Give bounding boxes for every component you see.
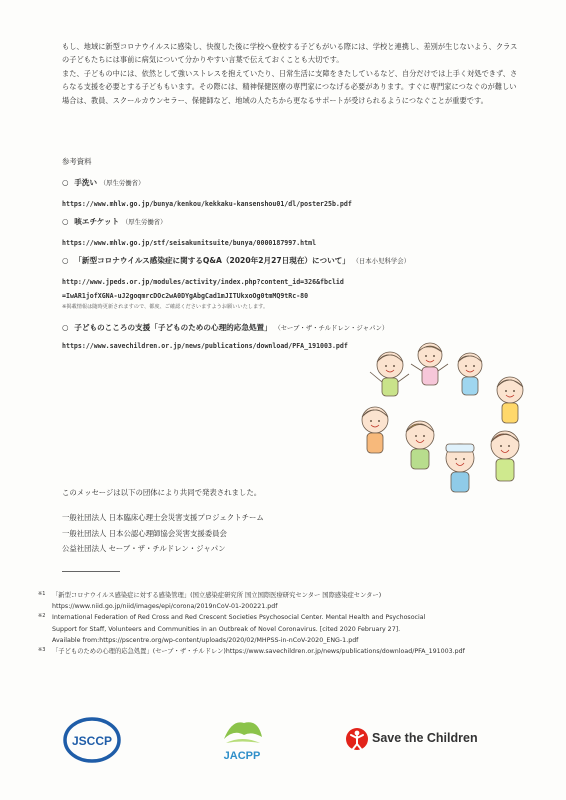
bullet-circle-icon: ○ (62, 256, 69, 265)
reference-link[interactable]: https://www.mhlw.go.jp/bunya/kenkou/kekkaku-kansenshou01/dl/poster25b.pdf (62, 200, 352, 208)
reference-source: （厚生労働省） (99, 179, 145, 187)
reference-title: 手洗い (74, 178, 98, 187)
footnote (38, 590, 553, 612)
footnote-link[interactable]: Available from:https://pscentre.org/wp-content/uploads/2020/02/MHPSS-in-nCoV-2020_ENG-1.pdf (52, 636, 359, 644)
reference-link-continued[interactable]: =IwAR1jofXGNA-uJ2goqmrcDOc2wA0DYgAbgCad1mJITUkxoOg0tmMQ9tRc-80 (62, 292, 309, 300)
reference-item (62, 177, 542, 211)
jacpp-logo (212, 713, 272, 768)
footnote-mark: ※2 (38, 613, 46, 620)
joint-statement: このメッセージは以下の団体により共同で発表されました。 (62, 488, 262, 497)
bullet-circle-icon: ○ (62, 323, 69, 332)
organization-name: 公益社団法人 セーブ・ザ・チルドレン・ジャパン (62, 544, 226, 553)
footnote-divider (62, 571, 120, 572)
save-the-children-logo-text: Save the Children (372, 731, 478, 745)
bullet-circle-icon: ○ (62, 178, 69, 187)
organization-list (62, 510, 264, 557)
references-heading: 参考資料 (62, 157, 92, 166)
footnote-mark: ※1 (38, 591, 46, 597)
reference-title: 子どものこころの支援「子どものための心理的応急処置」 (74, 323, 272, 332)
reference-item (62, 255, 542, 310)
jsccp-logo-text: JSCCP (71, 734, 113, 748)
reference-link[interactable]: http://www.jpeds.or.jp/modules/activity/index.php?content_id=326&fbclid (62, 278, 344, 286)
reference-source: （日本小児科学会） (352, 257, 411, 265)
footnote-text: 「子どものための心理的応急処置」(セーブ・ザ・チルドレン)https://www.savechildren.or.jp/news/publications/download/PFA_191003.pdf (52, 648, 465, 656)
footnote (38, 646, 553, 657)
reference-title: 咳エチケット (74, 217, 120, 226)
save-the-children-emblem-icon (345, 727, 369, 753)
organization-name: 一般社団法人 日本公認心理師協会災害支援委員会 (62, 528, 227, 538)
bullet-circle-icon: ○ (62, 217, 69, 226)
reference-source: （厚生労働省） (121, 218, 167, 226)
intro-paragraph-2: また、子どもの中には、依然として強いストレスを抱えていたり、日常生活に支障をきたしているなど、自分だけでは上手く対処できず、さらなる支援を必要とする子どももいます。その際には、精神保健医療の専門家につなげる必要があります。すぐに専門家につなぐのが難しい場合は、教員、スクールカウンセラー、保健師など、地域の人たちから更なるサポートが受けられるようにつなぐことが重要です。 (62, 69, 518, 105)
reference-link[interactable]: https://www.mhlw.go.jp/stf/seisakunitsuite/bunya/0000187997.html (62, 239, 317, 247)
jacpp-logo-text: JACPP (223, 750, 261, 762)
children-illustration (335, 340, 550, 505)
reference-item (62, 216, 542, 250)
reference-note: ※掲載情報は随時更新されますので、都度、ご確認くださいますようお願いいたします。 (62, 304, 269, 310)
footnote-link[interactable]: https://www.niid.go.jp/niid/images/epi/corona/2019nCoV-01-200221.pdf (52, 603, 278, 611)
jsccp-logo (62, 715, 122, 765)
reference-title: 「新型コロナウイルス感染症に関するQ&A（2020年2月27日現在）について」 (74, 256, 350, 265)
save-the-children-logo (345, 725, 495, 755)
footnotes (38, 590, 553, 657)
footnote-text: International Federation of Red Cross and Red Crescent Societies Psychosocial Center. Mental Health and Psychosocial (52, 614, 426, 622)
intro-paragraph-1: もし、地域に新型コロナウイルスに感染し、快復した後に学校へ登校する子どもがいる際には、学校と連携し、差別が生じないよう、クラスの子どもたちには事前に病気について分かりやすい言葉で伝えておくことも大切です。 (62, 42, 518, 65)
footnote-text: 「新型コロナウイルス感染症に対する感染管理」(国立感染症研究所 国立国際医療研究センター 国際感染症センター) (52, 592, 382, 599)
organization-name: 一般社団法人 日本臨床心理士会災害支援プロジェクトチーム (62, 513, 264, 522)
footnote-text: Support for Staff, Volunteers and Communities in an Outbreak of Novel Coronavirus. [cited 2020 February 27]. (52, 625, 401, 633)
footnote (38, 612, 553, 646)
reference-source: （セーブ・ザ・チルドレン・ジャパン） (274, 324, 389, 332)
logo-row (0, 705, 566, 785)
footnote-mark: ※3 (38, 647, 46, 654)
reference-link[interactable]: https://www.savechildren.or.jp/news/publications/download/PFA_191003.pdf (62, 342, 348, 350)
